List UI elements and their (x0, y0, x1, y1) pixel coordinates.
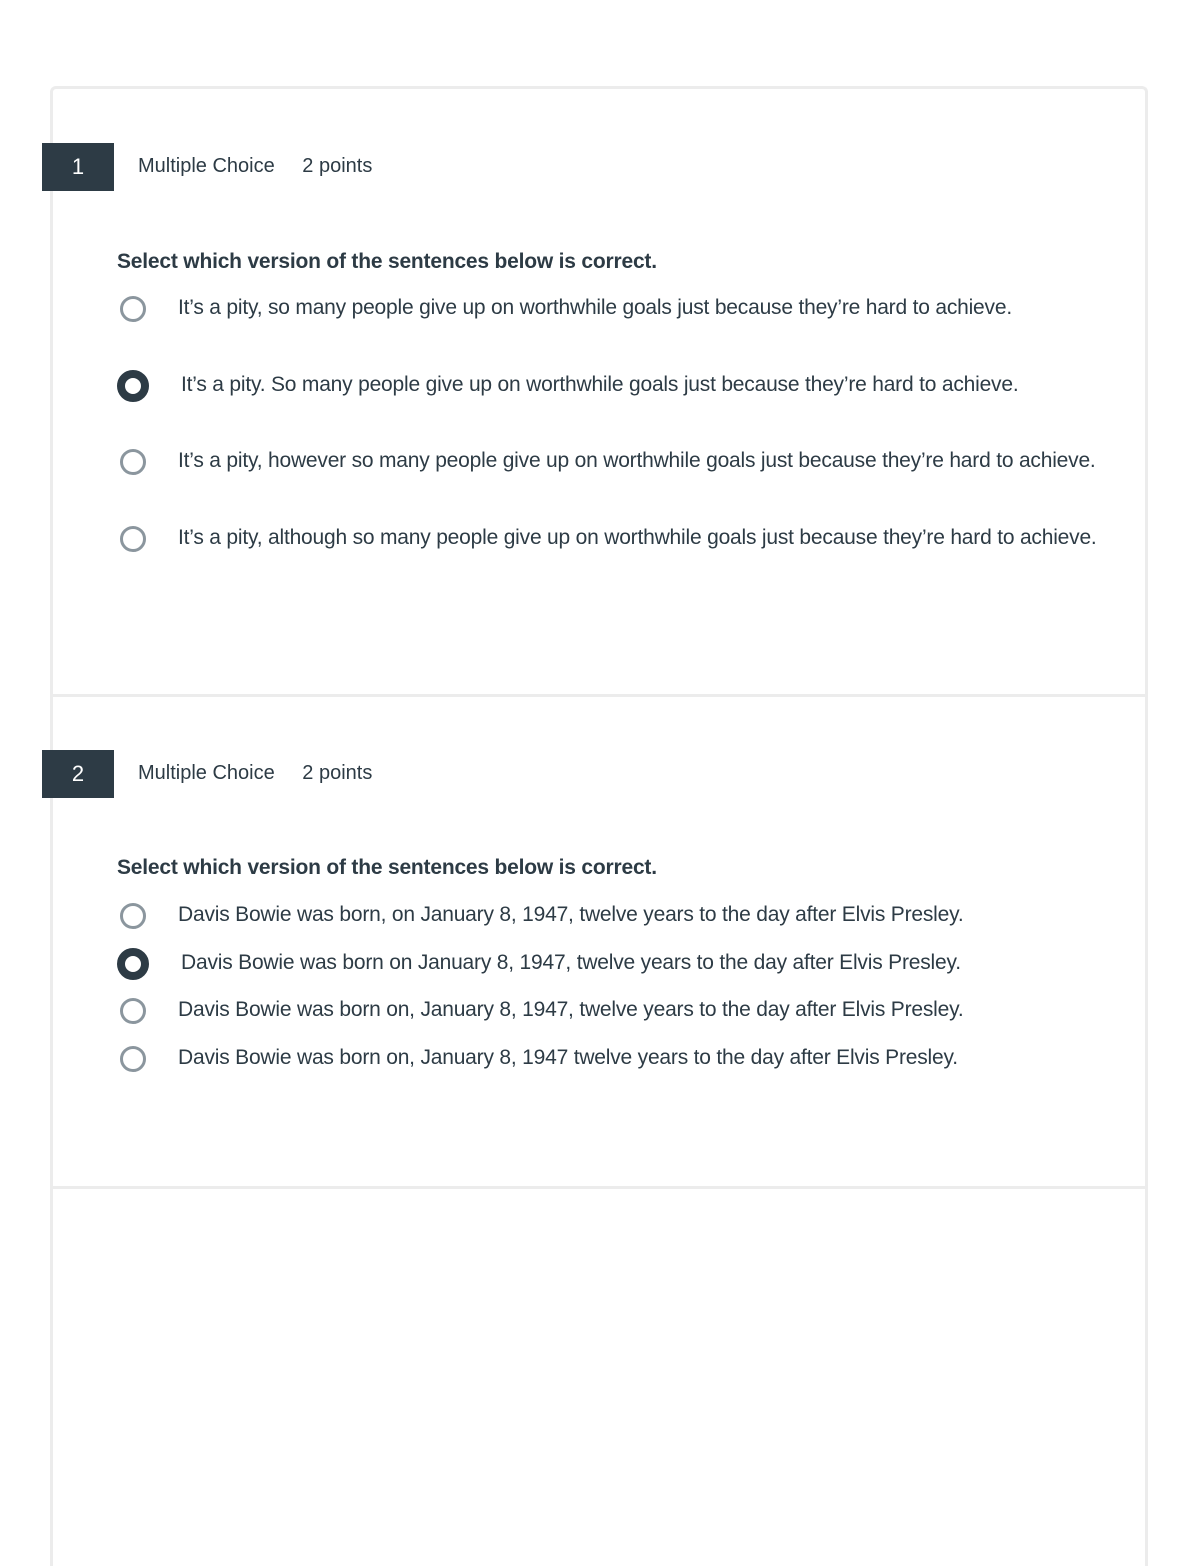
radio-button[interactable] (120, 526, 146, 552)
answer-text[interactable]: It’s a pity, however so many people give up on worthwhile goals just because they’re hard to achieve. (178, 449, 1096, 472)
answer-text[interactable]: Davis Bowie was born on, January 8, 1947 twelve years to the day after Elvis Presley. (178, 1045, 958, 1069)
answer-option-2[interactable] (117, 370, 1097, 447)
radio-button-selected[interactable] (117, 948, 149, 980)
question-meta (138, 155, 372, 178)
answer-option-1[interactable] (117, 900, 1097, 948)
answer-option-4[interactable] (117, 523, 1097, 600)
answer-option-3[interactable] (117, 995, 1097, 1043)
answer-text[interactable]: It’s a pity, although so many people give up on worthwhile goals just because they’re hard to achieve. (178, 525, 1097, 549)
question-prompt: Select which version of the sentences below is correct. (117, 856, 657, 879)
answer-option-3[interactable] (117, 446, 1097, 523)
question-points: 2 points (302, 762, 373, 784)
quiz-card (50, 86, 1148, 1566)
answer-text[interactable]: Davis Bowie was born, on January 8, 1947, twelve years to the day after Elvis Presley. (178, 903, 964, 926)
answer-list (117, 293, 1097, 599)
question-2 (53, 697, 1145, 1189)
radio-button[interactable] (120, 903, 146, 929)
answer-option-2[interactable] (117, 948, 1097, 996)
question-points: 2 points (302, 155, 373, 177)
radio-button-selected[interactable] (117, 370, 149, 402)
question-meta (138, 762, 372, 785)
answer-text[interactable]: Davis Bowie was born on January 8, 1947, twelve years to the day after Elvis Presley. (181, 950, 961, 974)
radio-button[interactable] (120, 1046, 146, 1072)
question-prompt: Select which version of the sentences below is correct. (117, 250, 657, 273)
radio-button[interactable] (120, 296, 146, 322)
question-number: 2 (42, 750, 114, 798)
question-number: 1 (42, 143, 114, 191)
question-type: Multiple Choice (138, 762, 275, 784)
question-type: Multiple Choice (138, 155, 275, 177)
answer-text[interactable]: It’s a pity, so many people give up on worthwhile goals just because they’re hard to achieve. (178, 296, 1012, 319)
radio-button[interactable] (120, 449, 146, 475)
answer-list (117, 900, 1097, 1090)
answer-text[interactable]: Davis Bowie was born on, January 8, 1947, twelve years to the day after Elvis Presley. (178, 998, 964, 1021)
answer-option-4[interactable] (117, 1043, 1097, 1091)
answer-option-1[interactable] (117, 293, 1097, 370)
question-1 (53, 89, 1145, 697)
answer-text[interactable]: It’s a pity. So many people give up on worthwhile goals just because they’re hard to achieve. (181, 372, 1019, 396)
radio-button[interactable] (120, 998, 146, 1024)
